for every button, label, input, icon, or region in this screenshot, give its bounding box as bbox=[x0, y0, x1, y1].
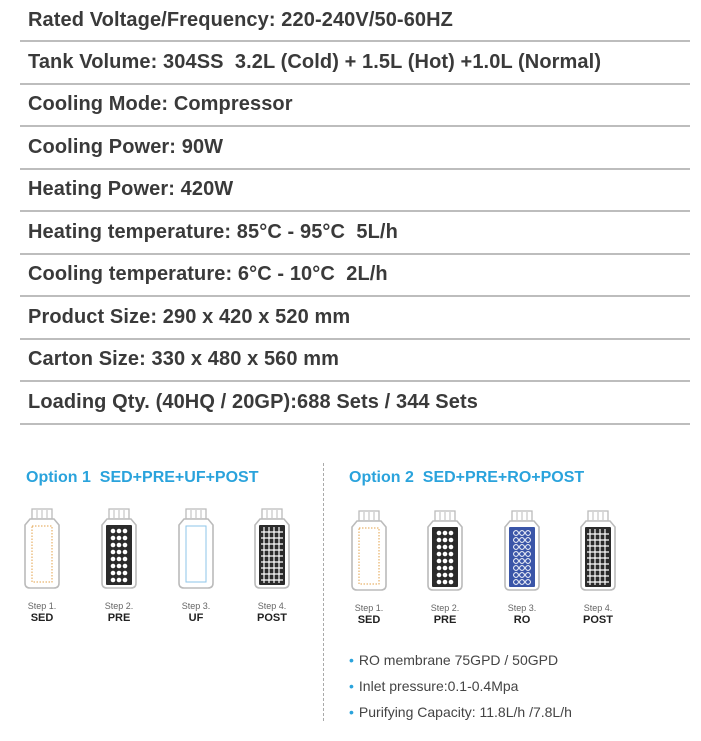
option1-step-1-label bbox=[7, 601, 77, 624]
sed-filter-icon bbox=[349, 509, 389, 594]
sed-filter-icon bbox=[22, 507, 62, 592]
spec-rated-voltage: Rated Voltage/Frequency: 220-240V/50-60HZ bbox=[20, 0, 690, 42]
feature-text: Purifying Capacity: 11.8L/h /7.8L/h bbox=[358, 704, 572, 720]
pre-filter-icon bbox=[425, 509, 465, 594]
spec-cooling-temperature: Cooling temperature: 6°C - 10°C 2L/h bbox=[20, 255, 690, 298]
step-code: POST bbox=[257, 612, 287, 624]
uf-filter-icon bbox=[176, 507, 216, 592]
ro-feature-item bbox=[349, 676, 572, 702]
ro-feature-item bbox=[349, 702, 572, 728]
step-code: PRE bbox=[433, 614, 457, 626]
step-code: UF bbox=[188, 612, 204, 624]
post-filter-icon bbox=[578, 509, 618, 594]
step-number: Step 3. bbox=[507, 603, 537, 613]
step-number: Step 3. bbox=[181, 601, 211, 611]
option1-title: Option 1 SED+PRE+UF+POST bbox=[26, 469, 259, 486]
post-filter-icon bbox=[252, 507, 292, 592]
step-number: Step 2. bbox=[430, 603, 460, 613]
feature-text: RO membrane 75GPD / 50GPD bbox=[358, 652, 559, 668]
option1-step-4-label bbox=[237, 601, 307, 624]
feature-text: Inlet pressure:0.1-0.4Mpa bbox=[358, 678, 519, 694]
spec-heating-power: Heating Power: 420W bbox=[20, 170, 690, 213]
option1-step-3-label bbox=[161, 601, 231, 624]
step-number: Step 4. bbox=[257, 601, 287, 611]
spec-tank-volume: Tank Volume: 304SS 3.2L (Cold) + 1.5L (Hot) +1.0L (Normal) bbox=[20, 42, 690, 85]
spec-heating-temperature: Heating temperature: 85°C - 95°C 5L/h bbox=[20, 212, 690, 255]
step-code: SED bbox=[30, 612, 54, 624]
bullet-dot-icon: • bbox=[349, 652, 354, 668]
step-number: Step 2. bbox=[104, 601, 134, 611]
step-code: SED bbox=[357, 614, 381, 626]
spec-product-size: Product Size: 290 x 420 x 520 mm bbox=[20, 297, 690, 340]
ro-feature-item bbox=[349, 650, 572, 676]
option2-step-4-label bbox=[563, 603, 633, 626]
spec-loading-qty: Loading Qty. (40HQ / 20GP):688 Sets / 344 Sets bbox=[20, 382, 690, 425]
bullet-dot-icon: • bbox=[349, 704, 354, 720]
ro-filter-icon bbox=[502, 509, 542, 594]
spec-carton-size: Carton Size: 330 x 480 x 560 mm bbox=[20, 340, 690, 383]
option2-step-2-label bbox=[410, 603, 480, 626]
step-number: Step 1. bbox=[27, 601, 57, 611]
bullet-dot-icon: • bbox=[349, 678, 354, 694]
spec-cooling-mode: Cooling Mode: Compressor bbox=[20, 85, 690, 128]
step-number: Step 1. bbox=[354, 603, 384, 613]
option2-step-3-label bbox=[487, 603, 557, 626]
option2-step-1-label bbox=[334, 603, 404, 626]
step-code: POST bbox=[583, 614, 613, 626]
option1-step-2-label bbox=[84, 601, 154, 624]
spec-list bbox=[20, 0, 690, 425]
step-code: PRE bbox=[107, 612, 131, 624]
step-number: Step 4. bbox=[583, 603, 613, 613]
ro-features-list bbox=[349, 650, 572, 728]
option2-title: Option 2 SED+PRE+RO+POST bbox=[349, 469, 585, 486]
step-code: RO bbox=[513, 614, 531, 626]
pre-filter-icon bbox=[99, 507, 139, 592]
spec-cooling-power: Cooling Power: 90W bbox=[20, 127, 690, 170]
options-divider bbox=[323, 463, 324, 721]
